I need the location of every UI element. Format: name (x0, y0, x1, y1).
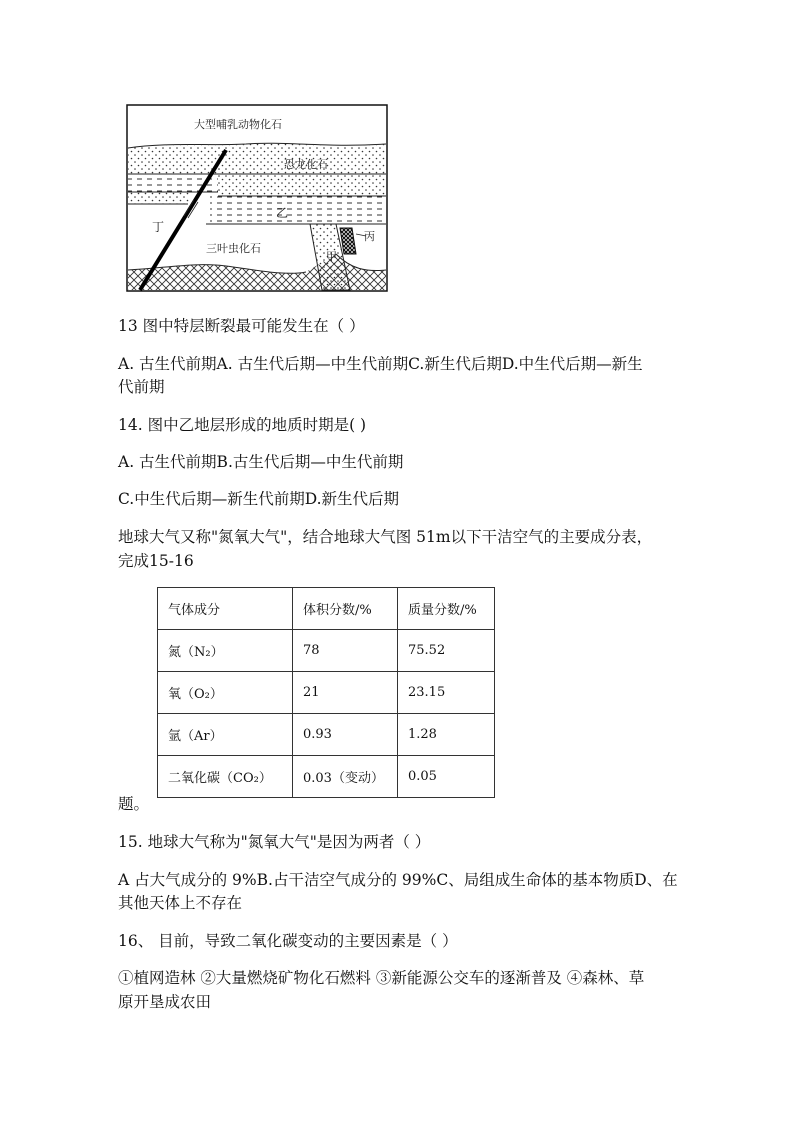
table-cell: 氩（Ar） (158, 714, 293, 756)
table-header-cell: 气体成分 (158, 588, 293, 630)
label-jia: 甲 (326, 250, 337, 263)
intro-line2: 完成15-16 (118, 552, 194, 570)
q13-options-line2: 代前期 (118, 378, 165, 396)
table-cell: 75.52 (398, 630, 495, 672)
label-dinosaur-fossil: 恐龙化石 (284, 158, 328, 171)
table-header-cell: 质量分数/% (398, 588, 495, 630)
q13-options-line1: A. 古生代前期A. 古生代后期—中生代前期C.新生代后期D.中生代后期—新生 (118, 355, 643, 373)
yi-layer (210, 196, 386, 224)
table-cell: 21 (293, 672, 398, 714)
table-row (158, 672, 495, 714)
q14-options-line2: C.中生代后期—新生代前期D.新生代后期 (118, 490, 400, 508)
table-header-row (158, 588, 495, 630)
air-composition-table (157, 587, 495, 798)
dotted-layer-right (218, 174, 386, 196)
table-cell: 1.28 (398, 714, 495, 756)
table-cell: 0.05 (398, 756, 495, 798)
table-header-cell: 体积分数/% (293, 588, 398, 630)
q16-stem: 16、 目前，导致二氧化碳变动的主要因素是（ ） (118, 932, 458, 950)
table-row (158, 756, 495, 798)
table-cell: 23.15 (398, 672, 495, 714)
q15-options-line2: 其他天体上不存在 (118, 894, 243, 912)
table-cell: 0.03（变动） (293, 756, 398, 798)
dinosaur-layer (128, 143, 386, 174)
q16-options-line2: 原开垦成农田 (118, 993, 212, 1011)
table-cell: 0.93 (293, 714, 398, 756)
label-ding: 丁 (152, 220, 165, 234)
table-cell: 氧（O₂） (158, 672, 293, 714)
q15-options-line1: A 占大气成分的 9%B.占干洁空气成分的 99%C、局组成生命体的基本物质D、在 (118, 871, 678, 889)
table-cell: 78 (293, 630, 398, 672)
strata-figure (126, 104, 388, 292)
q14-stem: 14. 图中乙地层形成的地质时期是( ) (118, 416, 367, 434)
table-row (158, 714, 495, 756)
q14-options-line1: A. 古生代前期B.古生代后期—中生代前期 (118, 453, 404, 471)
geologic-cross-section-diagram (126, 104, 388, 292)
q16-options-line1: ①植网造林 ②大量燃烧矿物化石燃料 ③新能源公交车的逐渐普及 ④森林、草 (118, 969, 645, 987)
label-bing: 丙 (364, 230, 375, 243)
label-yi: 乙 (276, 206, 289, 220)
intro-line1: 地球大气又称"氮氧大气"，结合地球大气图 51m以下干洁空气的主要成分表， (118, 528, 653, 546)
table-row (158, 630, 495, 672)
table-cell: 二氧化碳（CO₂） (158, 756, 293, 798)
q13-stem: 13 图中特层断裂最可能发生在（ ） (118, 317, 365, 335)
intro-tail: 题。 (118, 795, 150, 813)
q15-stem: 15. 地球大气称为"氮氧大气"是因为两者（ ） (118, 833, 431, 851)
table-cell: 氮（N₂） (158, 630, 293, 672)
label-trilobite-fossil: 三叶虫化石 (206, 242, 261, 255)
label-mammal-fossil: 大型哺乳动物化石 (194, 118, 282, 131)
